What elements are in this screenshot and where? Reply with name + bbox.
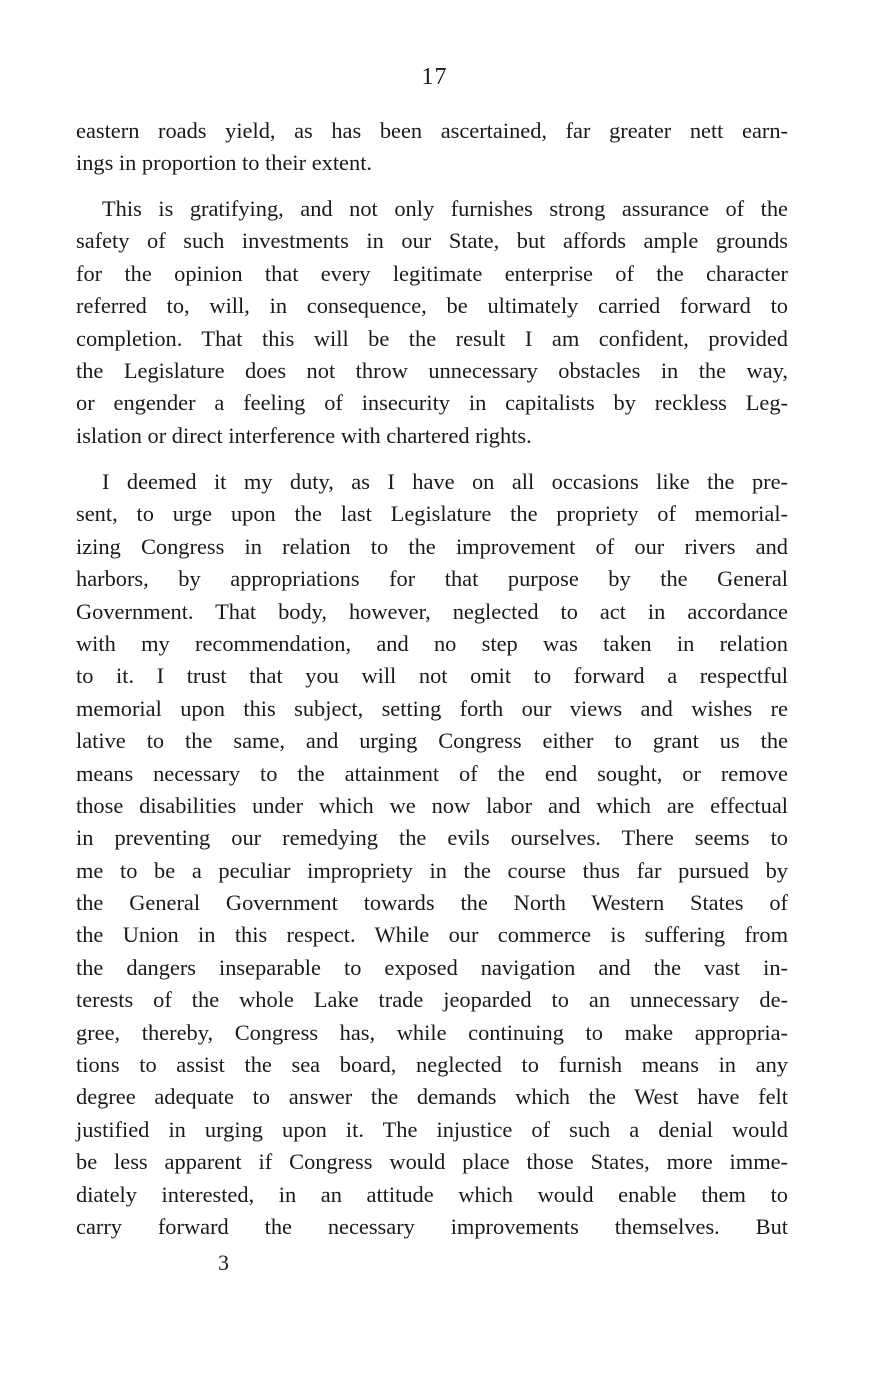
text-line: with my recommendation, and no step was taken in relation [76,630,788,656]
text-line: eastern roads yield, as has been ascertained, far greater nett earn- [76,118,788,143]
text-line: in preventing our remedying the evils ourselves. There seems to [76,825,788,851]
text-line: or engender a feeling of insecurity in capitalists by reckless Leg- [76,390,788,416]
text-line: the Legislature does not throw unnecessary obstacles in the way, [76,357,788,383]
text-line: terests of the whole Lake trade jeoparded to an unnecessary de- [76,987,788,1013]
text-line: for the opinion that every legitimate enterprise of the character [76,260,788,286]
text-line: lative to the same, and urging Congress either to grant us the [76,728,788,754]
text-line: This is gratifying, and not only furnishes strong assurance of the [102,196,788,221]
text-line: tions to assist the sea board, neglected to furnish means in any [76,1052,788,1078]
text-line: izing Congress in relation to the improvement of our rivers and [76,533,788,559]
paragraph-3 [76,466,788,1243]
text-line: to it. I trust that you will not omit to forward a respectful [76,663,788,689]
text-line: diately interested, in an attitude which would enable them to [76,1181,788,1207]
text-line: the Union in this respect. While our commerce is suffering from [76,922,788,948]
text-line: I deemed it my duty, as I have on all occasions like the pre- [102,469,788,494]
text-line: memorial upon this subject, setting forth our views and wishes re [76,695,788,721]
text-line: referred to, will, in consequence, be ultimately carried forward to [76,293,788,319]
text-line: degree adequate to answer the demands which the West have felt [76,1084,788,1110]
text-line: gree, thereby, Congress has, while continuing to make appropria- [76,1019,788,1045]
text-line: carry forward the necessary improvements themselves. But [76,1213,788,1239]
paragraph-1 [76,115,788,180]
text-line: completion. That this will be the result I am confident, provided [76,325,788,351]
text-line: the General Government towards the North Western States of [76,890,788,916]
text-line: Government. That body, however, neglected to act in accordance [76,598,788,624]
signature-mark: 3 [218,1250,229,1275]
text-line: justified in urging upon it. The injustice of such a denial would [76,1116,788,1142]
paragraph-2 [76,193,788,452]
page-number: 17 [421,64,448,90]
text-line: those disabilities under which we now labor and which are effectual [76,792,788,818]
text-line: islation or direct interference with chartered rights. [76,422,532,448]
text-line: the dangers inseparable to exposed navigation and the vast in- [76,954,788,980]
text-line: ings in proportion to their extent. [76,150,373,176]
text-line: me to be a peculiar impropriety in the course thus far pursued by [76,857,788,883]
text-line: means necessary to the attainment of the end sought, or remove [76,760,788,786]
text-line: harbors, by appropriations for that purpose by the General [76,566,788,592]
text-line: sent, to urge upon the last Legislature the propriety of memorial- [76,501,788,527]
text-line: be less apparent if Congress would place those States, more imme- [76,1149,788,1175]
text-line: safety of such investments in our State, but affords ample grounds [76,228,788,254]
